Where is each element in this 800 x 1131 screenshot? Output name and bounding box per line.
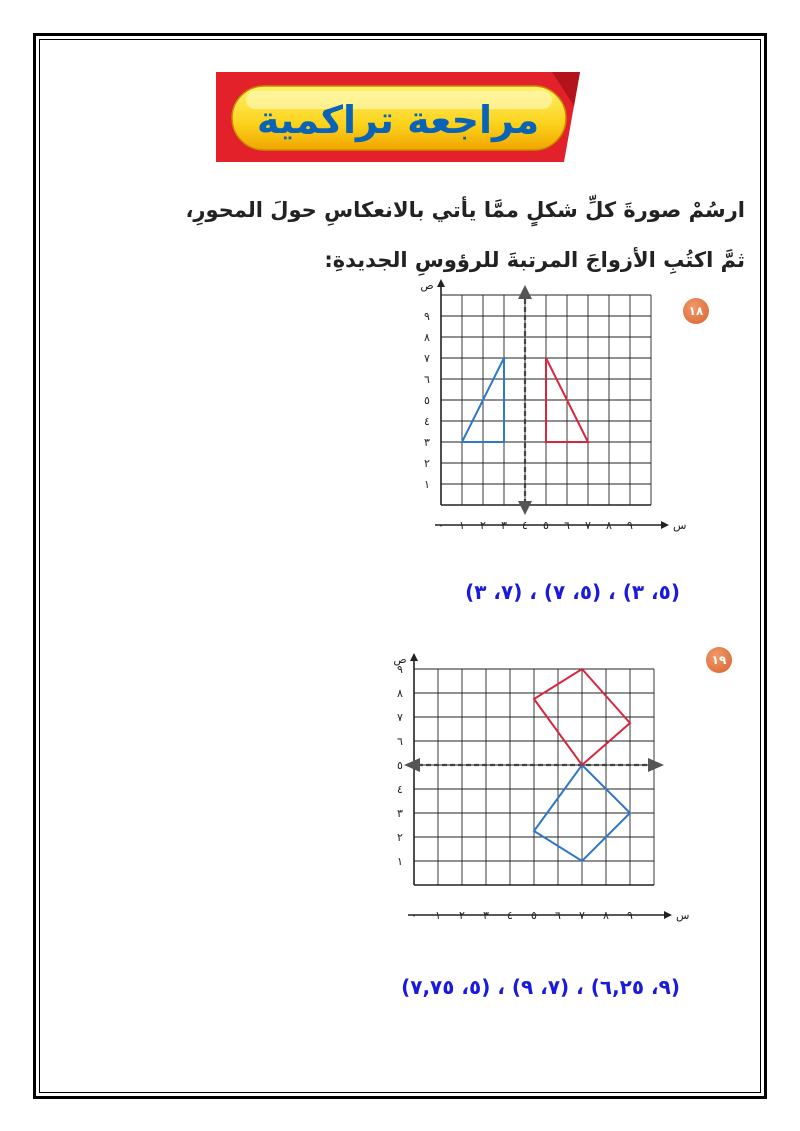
y-axis-arrow-icon xyxy=(410,653,418,661)
x-tick-label: ٩ xyxy=(627,909,633,922)
y-tick-label: ٩ xyxy=(424,310,430,323)
y-tick-label: ١ xyxy=(424,478,430,491)
x-tick-label: ٦ xyxy=(555,909,561,922)
y-tick-label: ٢ xyxy=(397,831,403,844)
y-tick-label: ٧ xyxy=(424,352,430,365)
x-tick-label: ٣ xyxy=(483,909,489,922)
y-axis-label: ص xyxy=(393,653,407,666)
x-axis-label: س xyxy=(676,909,690,922)
x-tick-label: ٢ xyxy=(459,909,465,922)
reflection-axis-arrow-icon xyxy=(518,501,532,515)
y-tick-label: ٥ xyxy=(397,759,403,772)
reflection-axis-arrow-icon xyxy=(648,758,664,772)
x-tick-label: ٤ xyxy=(522,519,528,532)
answer-ordered-pairs: (٥، ٣) ، (٥، ٧) ، (٧، ٣) xyxy=(465,580,680,604)
x-tick-label: ١ xyxy=(435,909,441,922)
y-tick-label: ٣ xyxy=(397,807,403,820)
problem-number-badge: ١٩ xyxy=(706,647,732,673)
problem-number-badge: ١٨ xyxy=(683,298,709,324)
y-tick-label: ٤ xyxy=(397,783,403,796)
x-axis-arrow-icon xyxy=(661,521,669,529)
page-title: مراجعة تراكمية xyxy=(256,98,540,142)
x-tick-label: ٧ xyxy=(585,519,591,532)
x-tick-label: ٨ xyxy=(603,909,609,922)
y-tick-label: ١ xyxy=(397,855,403,868)
x-tick-label: ٦ xyxy=(564,519,570,532)
x-tick-label: ٤ xyxy=(507,909,513,922)
coordinate-grid-problem-19 xyxy=(380,650,690,935)
x-tick-label: ٥ xyxy=(531,909,537,922)
x-tick-label: ٩ xyxy=(627,519,633,532)
y-tick-label: ٨ xyxy=(424,331,430,344)
x-tick-label: ٥ xyxy=(543,519,549,532)
y-tick-label: ٨ xyxy=(397,687,403,700)
y-tick-label: ٦ xyxy=(397,735,403,748)
answer-ordered-pairs: (٩، ٦,٢٥) ، (٧، ٩) ، (٥، ٧,٧٥) xyxy=(401,975,680,999)
x-tick-label: ٢ xyxy=(480,519,486,532)
y-tick-label: ٣ xyxy=(424,436,430,449)
coordinate-grid-problem-18 xyxy=(415,279,687,545)
y-tick-label: ٥ xyxy=(424,394,430,407)
x-tick-label: ٠ xyxy=(438,519,444,532)
instruction-line-1: ارسُمْ صورةَ كلِّ شكلٍ ممَّا يأتي بالانعكاسِ حولَ المحورِ، xyxy=(185,198,745,222)
y-tick-label: ٦ xyxy=(424,373,430,386)
x-tick-label: ٣ xyxy=(501,519,507,532)
x-tick-label: ٧ xyxy=(579,909,585,922)
x-tick-label: ٠ xyxy=(411,909,417,922)
y-tick-label: ٤ xyxy=(424,415,430,428)
x-axis-label: س xyxy=(673,519,687,532)
reflection-axis-arrow-icon xyxy=(404,758,420,772)
x-tick-label: ١ xyxy=(459,519,465,532)
y-tick-label: ٩ xyxy=(397,663,403,676)
y-tick-label: ٢ xyxy=(424,457,430,470)
instruction-line-2: ثمَّ اكتُبِ الأزواجَ المرتبةَ للرؤوسِ الجديدةِ: xyxy=(324,248,745,272)
title-banner xyxy=(212,66,584,170)
y-axis-label: ص xyxy=(420,279,434,292)
y-tick-label: ٧ xyxy=(397,711,403,724)
x-tick-label: ٨ xyxy=(606,519,612,532)
